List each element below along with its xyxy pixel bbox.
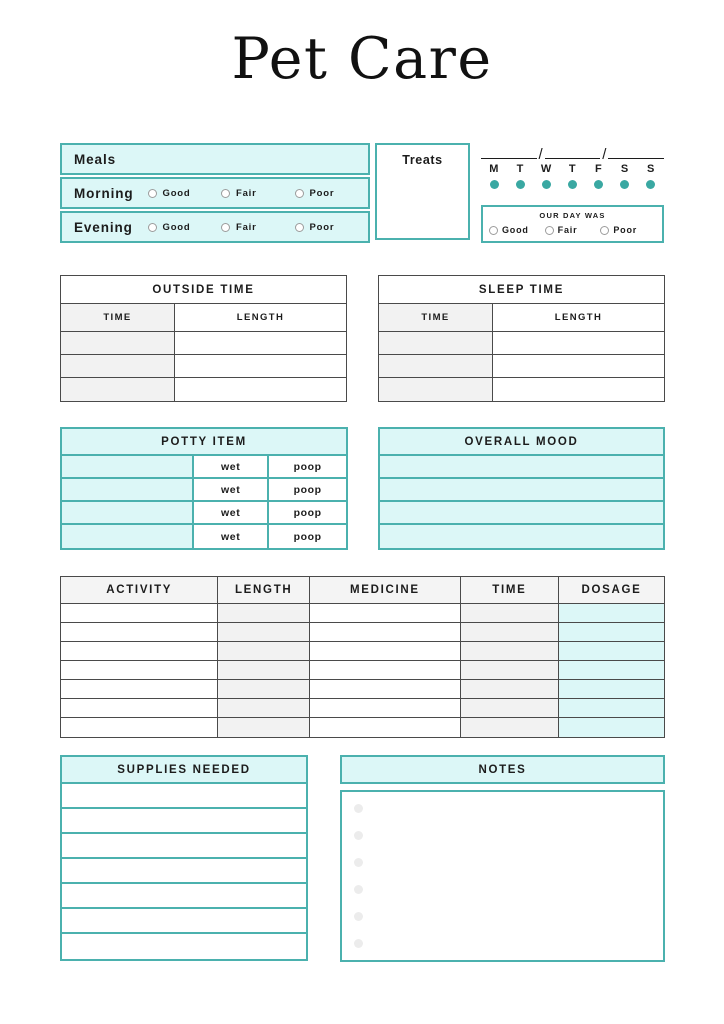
outside-time-column-headers	[61, 304, 346, 332]
option-label: Good	[162, 221, 191, 233]
radio-icon[interactable]	[600, 226, 609, 235]
evening-option-good[interactable]	[148, 222, 222, 233]
wet-label: wet	[221, 530, 241, 543]
cell-medicine[interactable]	[310, 699, 461, 717]
supplies-needed-title-row	[62, 757, 306, 784]
table-row[interactable]	[380, 456, 663, 479]
morning-option-poor[interactable]	[295, 188, 369, 199]
cell-activity[interactable]	[61, 642, 218, 660]
cell-wet[interactable]	[194, 502, 269, 523]
list-item[interactable]	[62, 884, 306, 909]
meals-header-label: Meals	[74, 151, 117, 167]
list-item[interactable]	[62, 934, 306, 959]
column-header-length: LENGTH	[234, 584, 293, 596]
cell-activity[interactable]	[61, 699, 218, 717]
list-item[interactable]	[62, 809, 306, 834]
cell-length[interactable]	[493, 355, 664, 377]
weekday-dots	[481, 180, 664, 189]
date-blank-month[interactable]	[481, 149, 537, 159]
radio-icon[interactable]	[221, 189, 230, 198]
cell-activity[interactable]	[61, 661, 218, 679]
cell-wet[interactable]	[194, 525, 269, 548]
activity-table-header-row	[61, 577, 664, 604]
table-row[interactable]	[61, 718, 664, 737]
table-row[interactable]	[379, 332, 664, 355]
radio-icon[interactable]	[295, 223, 304, 232]
supplies-needed-title: SUPPLIES NEEDED	[117, 763, 251, 776]
evening-option-poor[interactable]	[295, 222, 369, 233]
cell-poop[interactable]	[269, 456, 346, 477]
date-blank-day[interactable]	[545, 149, 601, 159]
morning-option-good[interactable]	[148, 188, 222, 199]
cell-potty-blank[interactable]	[62, 525, 194, 548]
wet-label: wet	[221, 460, 241, 473]
weekday-dot-cell[interactable]	[507, 180, 533, 189]
weekday-label: M	[489, 163, 499, 175]
table-row[interactable]	[61, 623, 664, 642]
poop-label: poop	[293, 483, 322, 496]
treats-box[interactable]	[375, 143, 470, 240]
meals-evening-row[interactable]	[60, 211, 370, 243]
morning-option-fair[interactable]	[221, 188, 295, 199]
circle-dot-icon[interactable]	[594, 180, 603, 189]
cell-time[interactable]	[461, 661, 559, 679]
weekday-label: F	[595, 163, 603, 175]
column-header-time: TIME	[421, 312, 450, 323]
table-row[interactable]	[61, 604, 664, 623]
weekday-dot-cell[interactable]	[533, 180, 559, 189]
radio-icon[interactable]	[295, 189, 304, 198]
bullet-dot-icon	[354, 831, 363, 840]
table-row[interactable]	[380, 502, 663, 525]
overall-mood-title-row	[380, 429, 663, 456]
cell-activity[interactable]	[61, 623, 218, 641]
date-separator: /	[602, 146, 607, 163]
cell-time[interactable]	[379, 355, 493, 377]
weekday-dot-cell[interactable]	[612, 180, 638, 189]
outside-time-table	[60, 275, 347, 402]
circle-dot-icon[interactable]	[516, 180, 525, 189]
cell-potty-blank[interactable]	[62, 456, 194, 477]
bullet-dot-icon	[354, 858, 363, 867]
cell-dosage[interactable]	[559, 642, 664, 660]
wet-label: wet	[221, 483, 241, 496]
notes-body[interactable]	[340, 790, 665, 962]
cell-medicine[interactable]	[310, 623, 461, 641]
weekday-label: T	[568, 163, 577, 175]
cell-wet[interactable]	[194, 456, 269, 477]
cell-time[interactable]	[461, 718, 559, 737]
outside-time-title: OUTSIDE TIME	[152, 283, 255, 296]
table-row[interactable]	[61, 355, 346, 378]
table-row[interactable]	[379, 378, 664, 401]
cell-time[interactable]	[461, 680, 559, 698]
meals-evening-label: Evening	[74, 219, 133, 235]
sleep-time-title: SLEEP TIME	[478, 283, 565, 296]
table-row[interactable]	[61, 332, 346, 355]
evening-option-fair[interactable]	[221, 222, 295, 233]
column-header-time: TIME	[492, 584, 527, 596]
weekday-label: T	[516, 163, 524, 175]
table-row[interactable]	[62, 456, 346, 479]
column-header-time: TIME	[103, 312, 132, 323]
potty-item-title-row	[62, 429, 346, 456]
cell-dosage[interactable]	[559, 604, 664, 622]
supplies-needed-section	[60, 755, 308, 961]
table-row[interactable]	[61, 699, 664, 718]
notes-title-row	[340, 755, 665, 784]
cell-medicine[interactable]	[310, 604, 461, 622]
cell-activity[interactable]	[61, 718, 218, 737]
poop-label: poop	[293, 460, 322, 473]
table-row[interactable]	[379, 355, 664, 378]
list-item[interactable]	[62, 834, 306, 859]
potty-item-table	[60, 427, 348, 550]
cell-medicine[interactable]	[310, 642, 461, 660]
cell-time[interactable]	[461, 604, 559, 622]
cell-dosage[interactable]	[559, 699, 664, 717]
date-entry-line[interactable]	[481, 143, 664, 163]
bullet-dot-icon	[354, 804, 363, 813]
cell-dosage[interactable]	[559, 680, 664, 698]
cell-length[interactable]	[218, 661, 310, 679]
date-separator: /	[538, 146, 543, 163]
list-item[interactable]	[62, 859, 306, 884]
cell-poop[interactable]	[269, 479, 346, 500]
table-row[interactable]	[61, 661, 664, 680]
page-title: Pet Care	[231, 26, 493, 92]
activity-medicine-table	[60, 576, 665, 738]
weekday-dot-cell[interactable]	[638, 180, 664, 189]
sleep-time-column-headers	[379, 304, 664, 332]
cell-wet[interactable]	[194, 479, 269, 500]
option-label: Poor	[309, 221, 335, 233]
radio-icon[interactable]	[148, 223, 157, 232]
cell-poop[interactable]	[269, 502, 346, 523]
option-label: Fair	[236, 187, 257, 199]
option-label: Poor	[309, 187, 335, 199]
option-label: Poor	[613, 225, 638, 235]
bullet-dot-icon	[354, 912, 363, 921]
treats-label: Treats	[402, 153, 443, 167]
cell-length[interactable]	[493, 332, 664, 354]
cell-activity[interactable]	[61, 604, 218, 622]
circle-dot-icon[interactable]	[568, 180, 577, 189]
radio-icon[interactable]	[221, 223, 230, 232]
column-header-activity: ACTIVITY	[106, 584, 173, 596]
cell-length[interactable]	[218, 680, 310, 698]
meals-morning-label: Morning	[74, 185, 134, 201]
list-item[interactable]	[62, 784, 306, 809]
weekday-dot-cell[interactable]	[559, 180, 585, 189]
circle-dot-icon[interactable]	[490, 180, 499, 189]
poop-label: poop	[293, 506, 322, 519]
cell-time[interactable]	[379, 378, 493, 401]
meals-section	[60, 143, 370, 245]
table-row[interactable]	[61, 378, 346, 401]
radio-icon[interactable]	[545, 226, 554, 235]
list-item[interactable]	[62, 909, 306, 934]
radio-icon[interactable]	[148, 189, 157, 198]
cell-time[interactable]	[61, 378, 175, 401]
overall-mood-table	[378, 427, 665, 550]
option-label: Fair	[557, 225, 578, 235]
our-day-option-good[interactable]	[489, 225, 545, 235]
cell-dosage[interactable]	[559, 623, 664, 641]
option-label: Good	[162, 187, 191, 199]
table-row[interactable]	[61, 642, 664, 661]
cell-length[interactable]	[218, 604, 310, 622]
wet-label: wet	[221, 506, 241, 519]
cell-time[interactable]	[379, 332, 493, 354]
bullet-dot-icon	[354, 939, 363, 948]
table-row[interactable]	[61, 680, 664, 699]
date-blank-year[interactable]	[608, 149, 664, 159]
our-day-option-poor[interactable]	[600, 225, 656, 235]
cell-potty-blank[interactable]	[62, 479, 194, 500]
cell-length[interactable]	[218, 718, 310, 737]
our-day-was-box	[481, 205, 664, 243]
cell-medicine[interactable]	[310, 718, 461, 737]
radio-icon[interactable]	[489, 226, 498, 235]
overall-mood-title: OVERALL MOOD	[464, 435, 579, 448]
our-day-option-fair[interactable]	[545, 225, 601, 235]
cell-length[interactable]	[218, 642, 310, 660]
weekday-label: S	[620, 163, 629, 175]
poop-label: poop	[293, 530, 322, 543]
cell-medicine[interactable]	[310, 661, 461, 679]
cell-dosage[interactable]	[559, 718, 664, 737]
option-label: Fair	[236, 221, 257, 233]
notes-title: NOTES	[478, 763, 527, 776]
option-label: Good	[502, 225, 529, 235]
sleep-time-table	[378, 275, 665, 402]
cell-dosage[interactable]	[559, 661, 664, 679]
meals-morning-row[interactable]	[60, 177, 370, 209]
date-week-tracker	[481, 143, 664, 189]
column-header-medicine: MEDICINE	[349, 584, 420, 596]
circle-dot-icon[interactable]	[620, 180, 629, 189]
cell-potty-blank[interactable]	[62, 502, 194, 523]
cell-length[interactable]	[493, 378, 664, 401]
our-day-was-options	[483, 225, 662, 235]
circle-dot-icon[interactable]	[646, 180, 655, 189]
cell-length[interactable]	[218, 623, 310, 641]
cell-length[interactable]	[175, 332, 346, 354]
table-row[interactable]	[62, 502, 346, 525]
column-header-length: LENGTH	[236, 312, 285, 323]
cell-time[interactable]	[461, 642, 559, 660]
cell-poop[interactable]	[269, 525, 346, 548]
column-header-length: LENGTH	[554, 312, 603, 323]
cell-length[interactable]	[175, 378, 346, 401]
table-row[interactable]	[62, 479, 346, 502]
outside-time-title-row	[61, 276, 346, 304]
potty-item-title: POTTY ITEM	[161, 435, 247, 448]
weekday-label: S	[646, 163, 655, 175]
cell-length[interactable]	[175, 355, 346, 377]
table-row[interactable]	[380, 479, 663, 502]
cell-time[interactable]	[461, 699, 559, 717]
cell-time[interactable]	[61, 355, 175, 377]
weekday-label: W	[540, 163, 552, 175]
cell-length[interactable]	[218, 699, 310, 717]
meals-header-row	[60, 143, 370, 175]
weekday-labels	[481, 163, 664, 175]
table-row[interactable]	[380, 525, 663, 548]
circle-dot-icon[interactable]	[542, 180, 551, 189]
column-header-dosage: DOSAGE	[581, 584, 642, 596]
cell-medicine[interactable]	[310, 680, 461, 698]
weekday-dot-cell[interactable]	[481, 180, 507, 189]
bullet-dot-icon	[354, 885, 363, 894]
table-row[interactable]	[62, 525, 346, 548]
weekday-dot-cell[interactable]	[586, 180, 612, 189]
sleep-time-title-row	[379, 276, 664, 304]
cell-activity[interactable]	[61, 680, 218, 698]
our-day-was-title: OUR DAY WAS	[539, 211, 606, 220]
cell-time[interactable]	[461, 623, 559, 641]
cell-time[interactable]	[61, 332, 175, 354]
